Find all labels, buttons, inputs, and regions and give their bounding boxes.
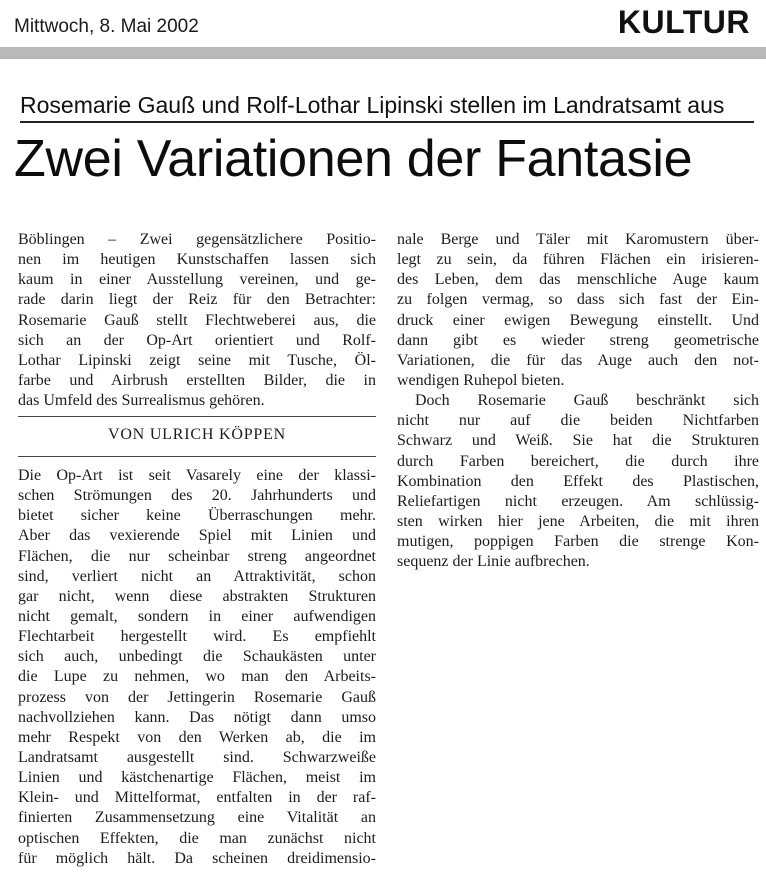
body-line: die Lupe zu nehmen, wo man den Arbeits- xyxy=(18,668,376,686)
article-byline: VON ULRICH KÖPPEN xyxy=(107,426,287,443)
kicker-underline xyxy=(20,121,754,123)
body-line: gar nicht, wenn diese abstrakten Strukturen xyxy=(18,587,376,605)
body-line: zu folgen vermag, so dass sich fast der Ein- xyxy=(397,291,759,309)
lead-line: nen im heutigen Kunstschaffen lassen sich xyxy=(18,251,376,269)
body-line: sich auch, unbedingt die Schaukästen unter xyxy=(18,648,376,666)
body-line: Reliefartigen nicht erzeugen. Am schlüssig- xyxy=(397,492,759,510)
body-line: durch Farben bereichert, die durch ihre xyxy=(397,452,759,470)
lead-line: Lothar Lipinski zeigt seine mit Tusche, Öl- xyxy=(18,351,376,369)
body-line: bietet sicher keine Überraschungen mehr. xyxy=(18,507,376,525)
body-line: Aber das vexierende Spiel mit Linien und xyxy=(18,527,376,545)
body-line: Kombination den Effekt des Plastischen, xyxy=(397,472,759,490)
article-lead xyxy=(18,230,376,411)
body-line: nale Berge und Täler mit Karomustern über- xyxy=(397,231,759,248)
body-line: Schwarz und Weiß. Sie hat die Strukturen xyxy=(397,432,759,450)
body-line: Variationen, die für das Auge auch den not- xyxy=(397,351,759,369)
body-line: Flechtarbeit hergestellt wird. Es empfiehlt xyxy=(18,628,376,646)
article-body-column-1 xyxy=(18,466,376,869)
body-line: nicht nur auf die beiden Nichtfarben xyxy=(397,412,759,430)
body-line: des Leben, dem das menschliche Auge kaum xyxy=(397,271,759,289)
body-line: sequenz der Linie aufbrechen. xyxy=(397,553,590,571)
body-line: sind, verliert nicht an Attraktivität, schon xyxy=(18,567,376,585)
article-headline: Zwei Variationen der Fantasie xyxy=(14,130,693,188)
body-line: Flächen, die nur scheinbar streng angeordnet xyxy=(18,547,376,565)
lead-line: Böblingen – Zwei gegensätzlichere Positio- xyxy=(18,231,376,248)
body-line: finierten Zusammensetzung eine Vitalität an xyxy=(18,809,376,827)
body-line: mutigen, poppigen Farben die strenge Kon- xyxy=(397,533,759,551)
masthead-gray-bar xyxy=(0,47,766,59)
article-kicker: Rosemarie Gauß und Rolf-Lothar Lipinski stellen im Landratsamt aus xyxy=(20,92,725,118)
body-line: druck einer ewigen Bewegung einstellt. Und xyxy=(397,311,759,329)
section-title: KULTUR xyxy=(617,4,750,40)
body-line: Landratsamt ausgestellt sind. Schwarzweiße xyxy=(18,748,376,766)
lead-line: rade darin liegt der Reiz für den Betrachter: xyxy=(18,291,376,309)
body-line: nicht gemalt, sondern in einer aufwendigen xyxy=(18,607,376,625)
lead-line: das Umfeld des Surrealismus gehören. xyxy=(18,392,265,410)
body-line: dann gibt es wieder streng geometrische xyxy=(397,331,759,349)
body-line: Linien und kästchenartige Flächen, meist im xyxy=(18,769,376,787)
body-line: prozess von der Jettingerin Rosemarie Gauß xyxy=(18,688,376,706)
body-line: nachvollziehen kann. Das nötigt dann umso xyxy=(18,708,376,726)
body-line: optischen Effekten, die man zunächst nicht xyxy=(18,829,376,847)
body-line: mehr Respekt von den Werken ab, die im xyxy=(18,728,376,746)
body-line: schen Strömungen des 20. Jahrhunderts und xyxy=(18,487,376,505)
body-line: wendigen Ruhepol bieten. xyxy=(397,371,565,389)
byline-rule-top xyxy=(18,416,376,417)
lead-line: Rosemarie Gauß stellt Flechtweberei aus, die xyxy=(18,311,376,329)
article-body-column-2 xyxy=(397,230,759,572)
body-line: Doch Rosemarie Gauß beschränkt sich xyxy=(415,392,759,410)
lead-line: farbe und Airbrush erstellten Bilder, die in xyxy=(18,371,376,389)
issue-date: Mittwoch, 8. Mai 2002 xyxy=(14,16,199,37)
body-line: Die Op-Art ist seit Vasarely eine der klassi- xyxy=(18,467,376,484)
masthead xyxy=(0,0,766,46)
body-line: für möglich hält. Da scheinen dreidimensio- xyxy=(18,849,376,867)
body-line: sten wirken hier jene Arbeiten, die mit ihren xyxy=(397,512,759,530)
body-line: Klein- und Mittelformat, entfalten in der raf- xyxy=(18,789,376,807)
body-line: legt zu sein, da führen Flächen ein irisieren- xyxy=(397,251,759,269)
lead-line: kaum in einer Ausstellung vereinen, und ge- xyxy=(18,271,376,289)
byline-rule-bottom xyxy=(18,456,376,457)
lead-line: sich an der Op-Art orientiert und Rolf- xyxy=(18,331,376,349)
